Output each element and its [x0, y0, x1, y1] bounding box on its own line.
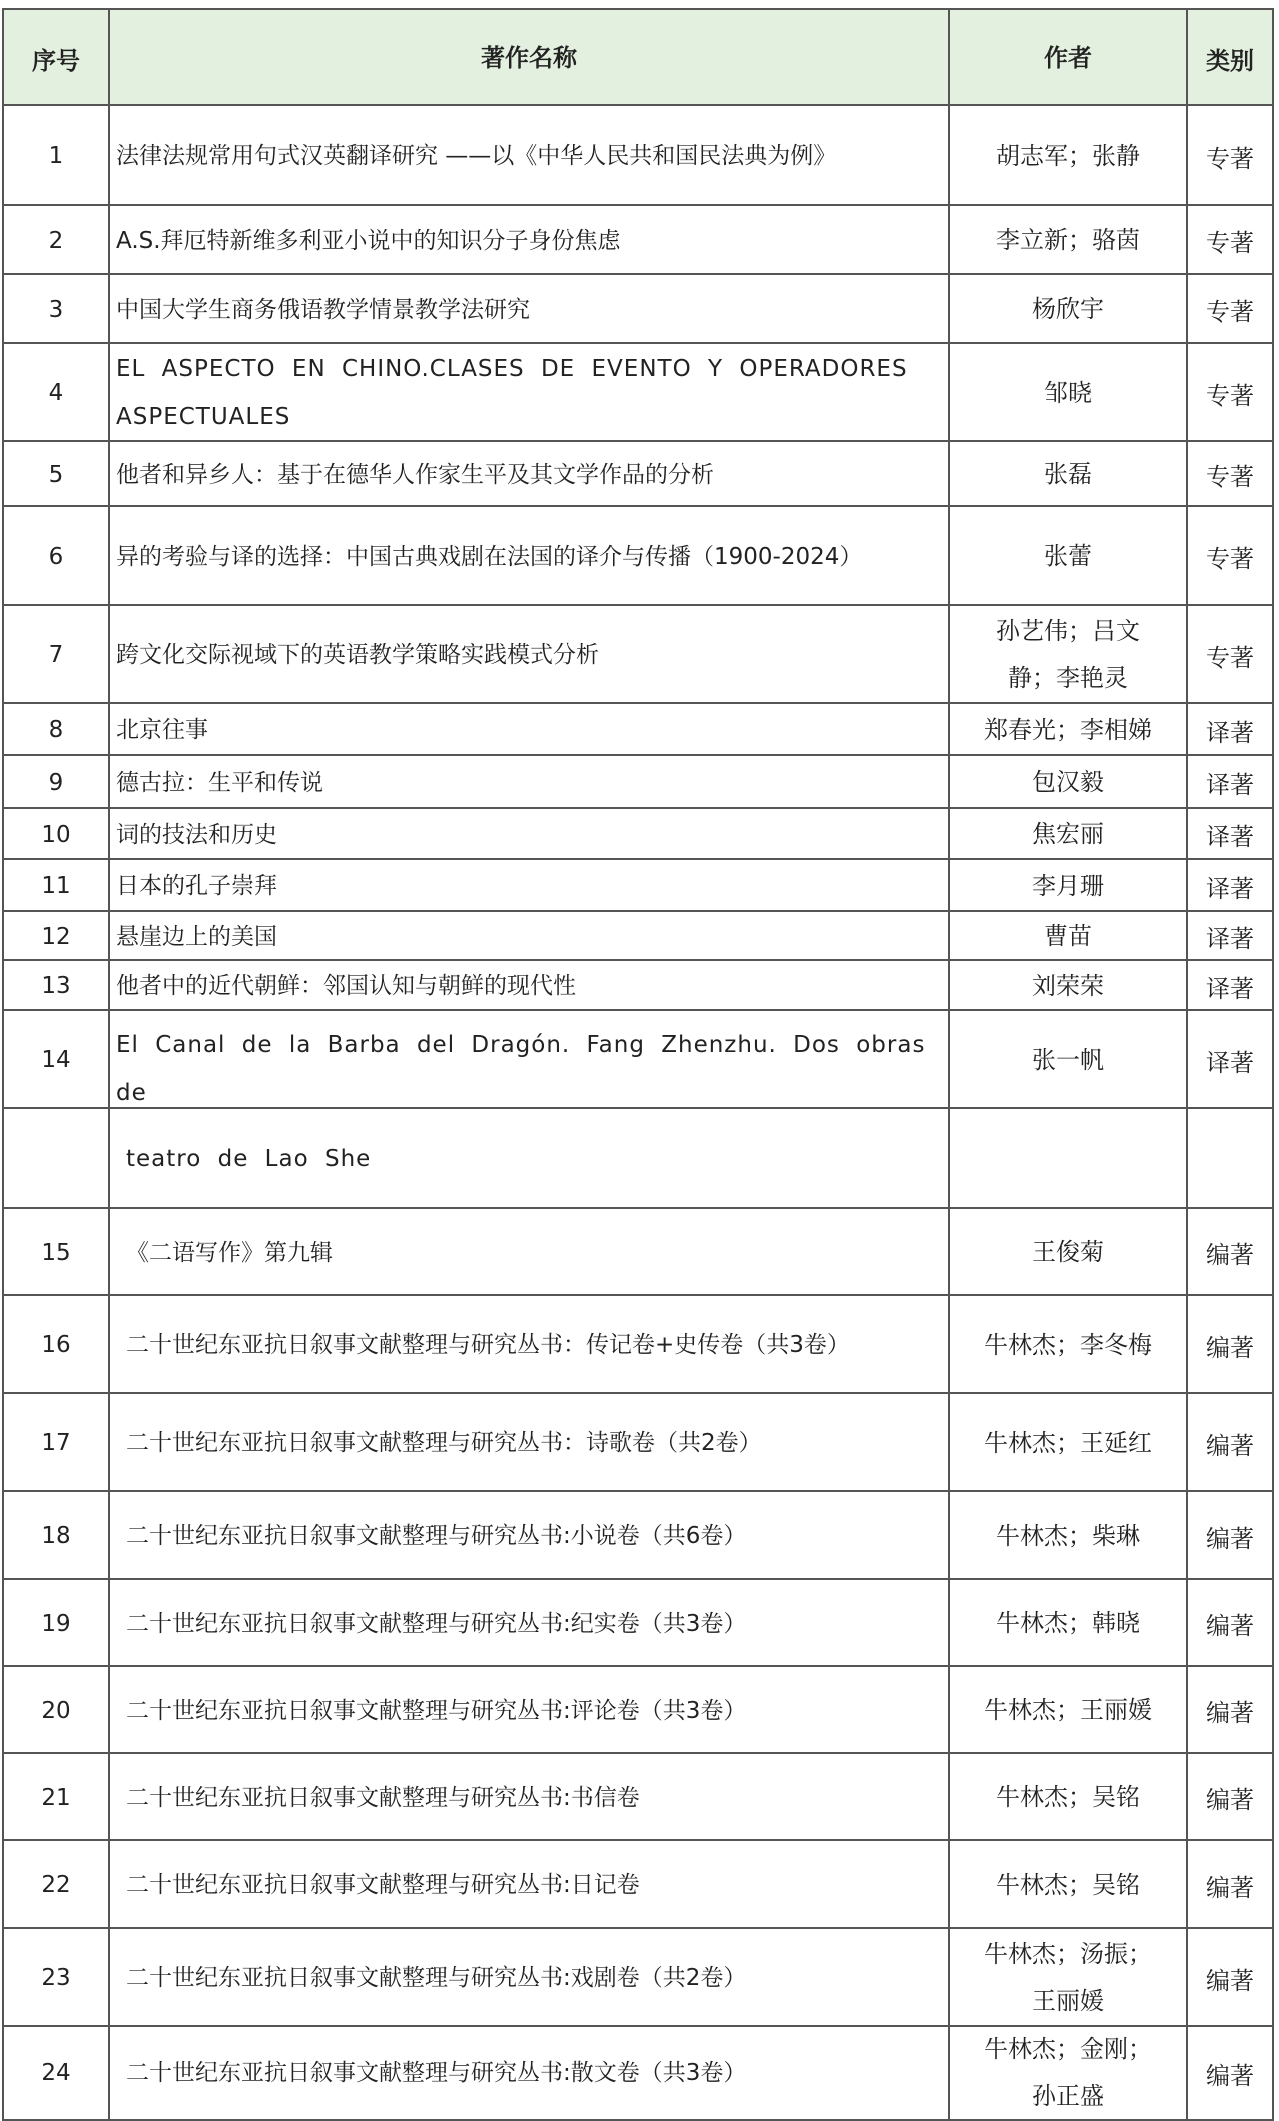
row-author: 牛林杰；李冬梅: [948, 1296, 1186, 1394]
row-author: 牛林杰；王丽媛: [948, 1667, 1186, 1754]
row-title: 法律法规常用句式汉英翻译研究 ——以《中华人民共和国民法典为例》: [108, 106, 948, 206]
row-author: 李月珊: [948, 860, 1186, 912]
row-category: 编著: [1186, 1209, 1274, 1296]
row-title: 异的考验与译的选择：中国古典戏剧在法国的译介与传播（1900-2024）: [108, 507, 948, 606]
row-title: 《二语写作》第九辑: [108, 1209, 948, 1296]
row-author: 孙艺伟；吕文静；李艳灵: [948, 606, 1186, 704]
row-category: 专著: [1186, 275, 1274, 344]
row-author: 李立新；骆茵: [948, 206, 1186, 275]
header-author: 作者: [948, 10, 1186, 106]
row-category: 专著: [1186, 442, 1274, 507]
table-row: [2, 604, 1274, 704]
table-row: [2, 959, 1274, 1011]
table-row: [2, 273, 1274, 344]
table-row: [2, 440, 1274, 507]
row-title: 词的技法和历史: [108, 809, 948, 860]
table-row: [2, 1752, 1274, 1841]
row-num: 15: [2, 1209, 108, 1296]
table-row: [2, 204, 1274, 275]
row-title: 二十世纪东亚抗日叙事文献整理与研究丛书:书信卷: [108, 1754, 948, 1841]
row-num: 9: [2, 756, 108, 809]
table-row: [2, 2025, 1274, 2121]
row-author: 牛林杰；吴铭: [948, 1841, 1186, 1929]
table-row: [2, 754, 1274, 809]
row-category: 专著: [1186, 206, 1274, 275]
row-author: 张一帆: [948, 1011, 1186, 1109]
row-author: 曹苗: [948, 912, 1186, 961]
row-title: 二十世纪东亚抗日叙事文献整理与研究丛书:日记卷: [108, 1841, 948, 1929]
row-title: El Canal de la Barba del Dragón. Fang Zhenzhu. Dos obras de: [108, 1011, 948, 1109]
row-category: [1186, 1109, 1274, 1209]
row-num: 2: [2, 206, 108, 275]
row-num: 6: [2, 507, 108, 606]
row-category: 编著: [1186, 2027, 1274, 2119]
table-row: [2, 1207, 1274, 1296]
row-author: 牛林杰；金刚；孙正盛: [948, 2027, 1186, 2119]
row-author: 杨欣宇: [948, 275, 1186, 344]
table-row: [2, 702, 1274, 756]
row-author: 牛林杰；汤振；王丽媛: [948, 1929, 1186, 2027]
row-author: 牛林杰；王延红: [948, 1394, 1186, 1492]
row-num: 21: [2, 1754, 108, 1841]
row-num: [2, 1109, 108, 1209]
row-author: [948, 1109, 1186, 1209]
table-row: [2, 858, 1274, 912]
row-num: 4: [2, 344, 108, 442]
row-category: 专著: [1186, 507, 1274, 606]
row-author: 胡志军；张静: [948, 106, 1186, 206]
row-author: 焦宏丽: [948, 809, 1186, 860]
row-num: 14: [2, 1011, 108, 1109]
row-num: 19: [2, 1580, 108, 1667]
row-num: 11: [2, 860, 108, 912]
row-title: 北京往事: [108, 704, 948, 756]
row-author: 王俊菊: [948, 1209, 1186, 1296]
row-title: 二十世纪东亚抗日叙事文献整理与研究丛书:散文卷（共3卷）: [108, 2027, 948, 2119]
row-num: 17: [2, 1394, 108, 1492]
row-title: 中国大学生商务俄语教学情景教学法研究: [108, 275, 948, 344]
table-row: [2, 807, 1274, 860]
row-category: 编著: [1186, 1492, 1274, 1580]
row-author: 张磊: [948, 442, 1186, 507]
row-num: 12: [2, 912, 108, 961]
row-title: teatro de Lao She: [108, 1109, 948, 1209]
header-category: 类别: [1186, 10, 1274, 106]
row-title: 二十世纪东亚抗日叙事文献整理与研究丛书:纪实卷（共3卷）: [108, 1580, 948, 1667]
row-category: 编著: [1186, 1580, 1274, 1667]
row-author: 牛林杰；韩晓: [948, 1580, 1186, 1667]
header-num: 序号: [2, 10, 108, 106]
row-category: 译著: [1186, 756, 1274, 809]
row-title: 二十世纪东亚抗日叙事文献整理与研究丛书：传记卷+史传卷（共3卷）: [108, 1296, 948, 1394]
row-author: 邹晓: [948, 344, 1186, 442]
table-row: [2, 104, 1274, 206]
row-num: 18: [2, 1492, 108, 1580]
row-category: 译著: [1186, 961, 1274, 1011]
row-title: 二十世纪东亚抗日叙事文献整理与研究丛书:戏剧卷（共2卷）: [108, 1929, 948, 2027]
table-header: [2, 8, 1274, 106]
row-category: 译著: [1186, 704, 1274, 756]
table-row: [2, 1392, 1274, 1492]
row-num: 1: [2, 106, 108, 206]
table-row: [2, 1107, 1274, 1209]
row-category: 译著: [1186, 809, 1274, 860]
row-author: 包汉毅: [948, 756, 1186, 809]
row-num: 23: [2, 1929, 108, 2027]
row-category: 编著: [1186, 1394, 1274, 1492]
row-title: EL ASPECTO EN CHINO.CLASES DE EVENTO Y OPERADORES ASPECTUALES: [108, 344, 948, 442]
row-author: 张蕾: [948, 507, 1186, 606]
row-title: 悬崖边上的美国: [108, 912, 948, 961]
row-title: 二十世纪东亚抗日叙事文献整理与研究丛书:评论卷（共3卷）: [108, 1667, 948, 1754]
row-category: 译著: [1186, 860, 1274, 912]
row-category: 译著: [1186, 912, 1274, 961]
row-category: 专著: [1186, 106, 1274, 206]
row-title: 日本的孔子崇拜: [108, 860, 948, 912]
row-category: 编著: [1186, 1929, 1274, 2027]
row-category: 编著: [1186, 1296, 1274, 1394]
table-row: [2, 1009, 1274, 1109]
row-num: 16: [2, 1296, 108, 1394]
row-category: 编著: [1186, 1841, 1274, 1929]
row-num: 3: [2, 275, 108, 344]
row-num: 20: [2, 1667, 108, 1754]
row-title: 德古拉：生平和传说: [108, 756, 948, 809]
row-author: 郑春光；李相娣: [948, 704, 1186, 756]
row-category: 专著: [1186, 344, 1274, 442]
table-row: [2, 910, 1274, 961]
row-num: 13: [2, 961, 108, 1011]
row-author: 牛林杰；吴铭: [948, 1754, 1186, 1841]
row-title: 他者中的近代朝鲜：邻国认知与朝鲜的现代性: [108, 961, 948, 1011]
row-num: 22: [2, 1841, 108, 1929]
row-title: 跨文化交际视域下的英语教学策略实践模式分析: [108, 606, 948, 704]
row-num: 5: [2, 442, 108, 507]
table-row: [2, 342, 1274, 442]
row-title: A.S.拜厄特新维多利亚小说中的知识分子身份焦虑: [108, 206, 948, 275]
row-title: 二十世纪东亚抗日叙事文献整理与研究丛书:小说卷（共6卷）: [108, 1492, 948, 1580]
row-author: 刘荣荣: [948, 961, 1186, 1011]
table-row: [2, 1665, 1274, 1754]
row-author: 牛林杰；柴琳: [948, 1492, 1186, 1580]
row-num: 8: [2, 704, 108, 756]
table-row: [2, 1294, 1274, 1394]
row-num: 7: [2, 606, 108, 704]
row-title: 二十世纪东亚抗日叙事文献整理与研究丛书：诗歌卷（共2卷）: [108, 1394, 948, 1492]
row-num: 10: [2, 809, 108, 860]
row-title: 他者和异乡人：基于在德华人作家生平及其文学作品的分析: [108, 442, 948, 507]
table-row: [2, 1490, 1274, 1580]
row-category: 编著: [1186, 1754, 1274, 1841]
row-num: 24: [2, 2027, 108, 2119]
header-title: 著作名称: [108, 10, 948, 106]
row-category: 专著: [1186, 606, 1274, 704]
table-row: [2, 1839, 1274, 1929]
row-category: 译著: [1186, 1011, 1274, 1109]
row-category: 编著: [1186, 1667, 1274, 1754]
table-row: [2, 505, 1274, 606]
table-row: [2, 1578, 1274, 1667]
table-row: [2, 1927, 1274, 2027]
